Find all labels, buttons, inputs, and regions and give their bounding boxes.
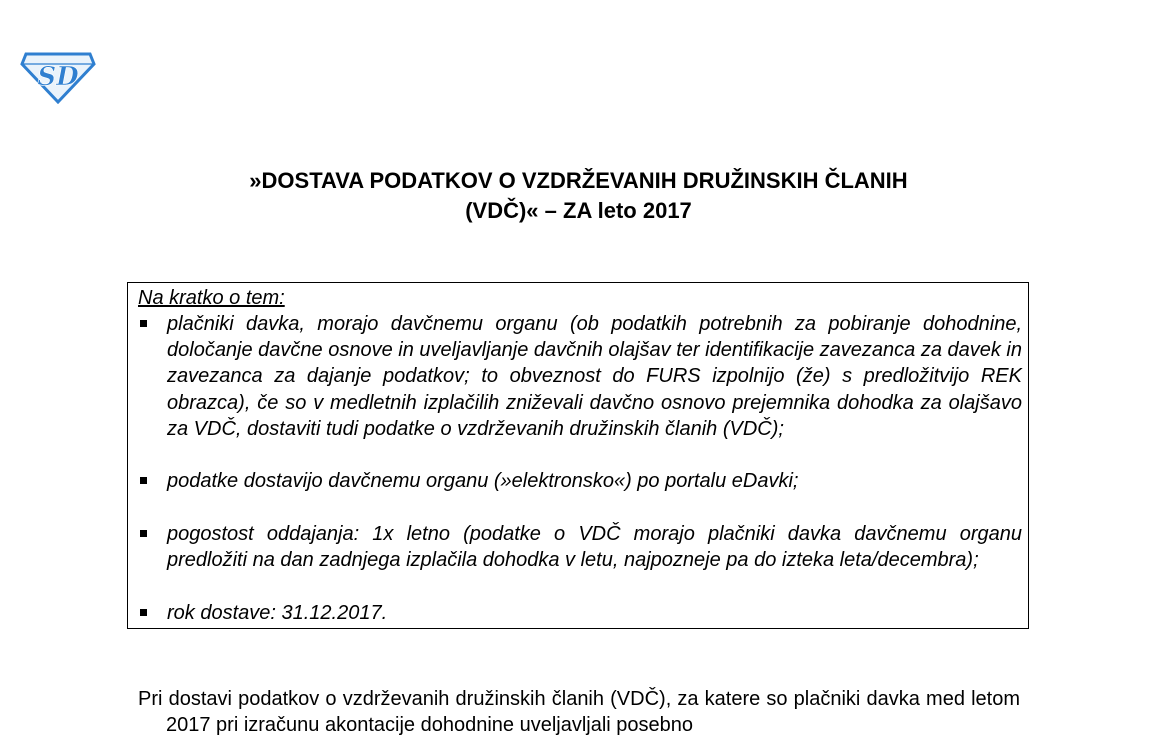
summary-box: [127, 282, 1029, 629]
bullet-square-icon: [140, 530, 147, 537]
summary-bullet-text: podatke dostavijo davčnemu organu (»elektronsko«) po portalu eDavki;: [167, 470, 799, 492]
bullet-square-icon: [140, 320, 147, 327]
title-line-1: »DOSTAVA PODATKOV O VZDRŽEVANIH DRUŽINSKIH ČLANIH: [249, 168, 908, 193]
summary-bullet: [138, 311, 1022, 442]
title-line-2: (VDČ)« – ZA leto 2017: [465, 198, 692, 223]
logo-text: SD: [37, 62, 79, 92]
body-paragraph-text: Pri dostavi podatkov o vzdrževanih družinskih članih (VDČ), za katere so plačniki davka med letom 2017 pri izračunu akontacije dohodnine uveljavljali posebno: [138, 688, 1020, 736]
summary-bullet: [138, 468, 1022, 494]
logo: [20, 48, 96, 104]
bullet-square-icon: [140, 477, 147, 484]
summary-bullet: [138, 600, 1022, 626]
summary-bullet-text: rok dostave: 31.12.2017.: [167, 602, 388, 624]
sd-diamond-logo-icon: [20, 48, 96, 104]
summary-bullet-text: pogostost oddajanja: 1x letno (podatke o VDČ morajo plačniki davka davčnemu organu predložiti na dan zadnjega izplačila dohodka v letu, najpozneje pa do izteka leta/decembra);: [167, 523, 1022, 572]
summary-bullet: [138, 521, 1022, 573]
summary-bullet-text: plačniki davka, morajo davčnemu organu (ob podatkih potrebnih za pobiranje dohodnine, določanje davčne osnove in uveljavljanje davčnih olajšav ter identifikacije zavezanca za davek in zavezanca za dajanje podatkov; to obveznost do FURS izpolnijo (že) s predložitvijo REK obrazca), če so v medletnih izplačilih zniževali davčno osnovo prejemnika dohodka za olajšavo za VDČ, dostaviti tudi podatke o vzdrževanih družinskih članih (VDČ);: [167, 313, 1022, 440]
summary-heading: Na kratko o tem:: [138, 287, 285, 309]
bullet-square-icon: [140, 609, 147, 616]
document-title: [0, 166, 1157, 226]
body-paragraph: [138, 686, 1020, 738]
